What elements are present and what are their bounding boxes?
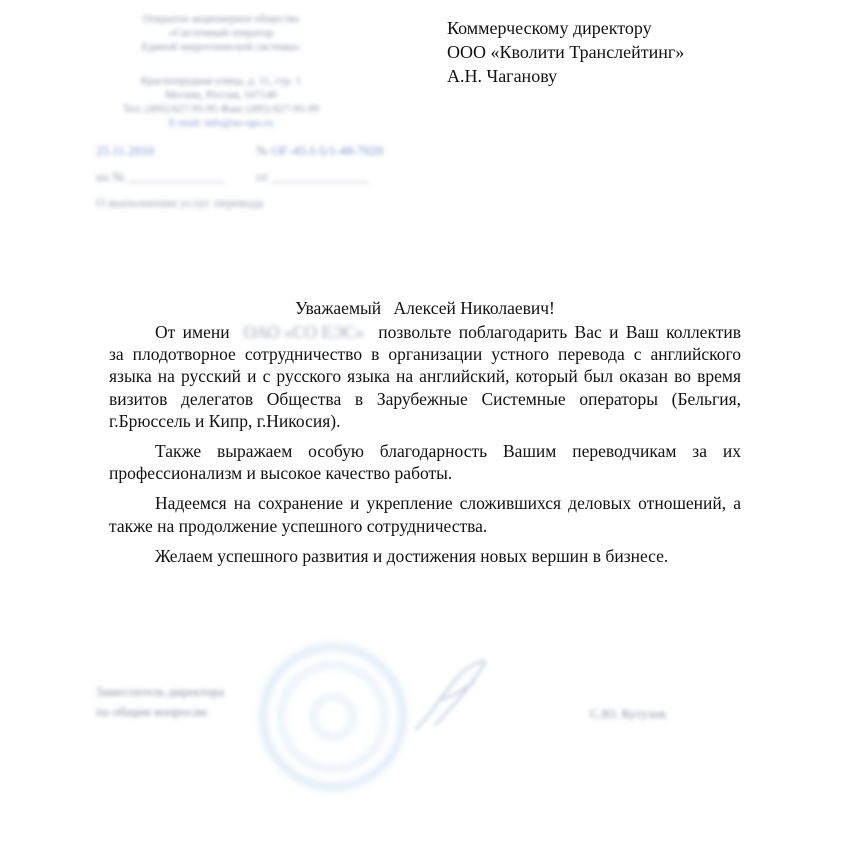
letterhead-line: Тел. (495) 627-95-95 Факс (495) 627-95-99 xyxy=(122,103,319,115)
addressee-block xyxy=(447,16,684,88)
meta-row-date xyxy=(96,138,456,164)
meta-na-label: на № xyxy=(96,169,125,184)
letter-meta xyxy=(96,138,456,216)
paragraph-3: Надеемся на сохранение и укрепление сложившихся деловых отношений, а также на продолжение успешного сотрудничества. xyxy=(109,493,741,536)
paragraph-2: Также выражаем особую благодарность Вашим переводчикам за их профессионализм и высокое качество работы. xyxy=(109,441,741,484)
meta-date: 25.11.2010 xyxy=(96,143,155,158)
greeting-word: Уважаемый xyxy=(295,298,382,318)
meta-number: ОГ-45-I-5/1-48-7020 xyxy=(271,143,384,158)
paragraph-1: От имени ОАО «СО ЕЭС» позвольте поблагодарить Вас и Ваш коллектив за плодотворное сотрудничество в организации устного перевода с английского языка на русский и с русского языка на английский, который был оказан во время визитов делегатов Общества в Зарубежные Системные операторы (Бельгия, г.Брюссель и Кипр, г.Никосия). xyxy=(109,322,741,431)
blurred-organization: ОАО «СО ЕЭС» xyxy=(243,322,365,342)
addressee-name: А.Н. Чаганову xyxy=(447,66,558,86)
signer-position: Заместитель директора по общим вопросам xyxy=(96,684,225,719)
signer-name: С.Ю. Кутузов xyxy=(590,706,666,721)
handwritten-signature xyxy=(405,650,495,740)
greeting-name: Алексей Николаевич! xyxy=(393,298,555,318)
letterhead-line xyxy=(96,54,346,74)
letter-body xyxy=(109,321,741,575)
meta-number-prefix: № xyxy=(256,143,269,158)
meta-subject: О выполнении услуг перевода xyxy=(96,195,264,210)
letterhead-line: Москва, Россия, 107140 xyxy=(165,89,277,101)
stamp-seal xyxy=(258,642,408,792)
letterhead-line: Открытое акционерное общество xyxy=(142,13,300,25)
letterhead-line: «Системный оператор xyxy=(168,27,274,39)
addressee-company: ООО «Кволити Транслейтинг» xyxy=(447,42,685,62)
greeting xyxy=(0,297,850,319)
paragraph-4: Желаем успешного развития и достижения новых вершин в бизнесе. xyxy=(155,545,669,566)
letterhead-email: E-mail: info@so-ups.ru xyxy=(168,117,274,129)
addressee-position: Коммерческому директору xyxy=(447,18,652,38)
letterhead-line: Единой энергетической системы» xyxy=(141,41,301,53)
letterhead xyxy=(96,12,346,130)
letterhead-line: Краснопрудная улица, д. 11, стр. 1 xyxy=(140,75,302,87)
meta-ot-label: от xyxy=(256,169,269,184)
meta-row-reply: на № _______________ от _______________ xyxy=(96,169,369,184)
